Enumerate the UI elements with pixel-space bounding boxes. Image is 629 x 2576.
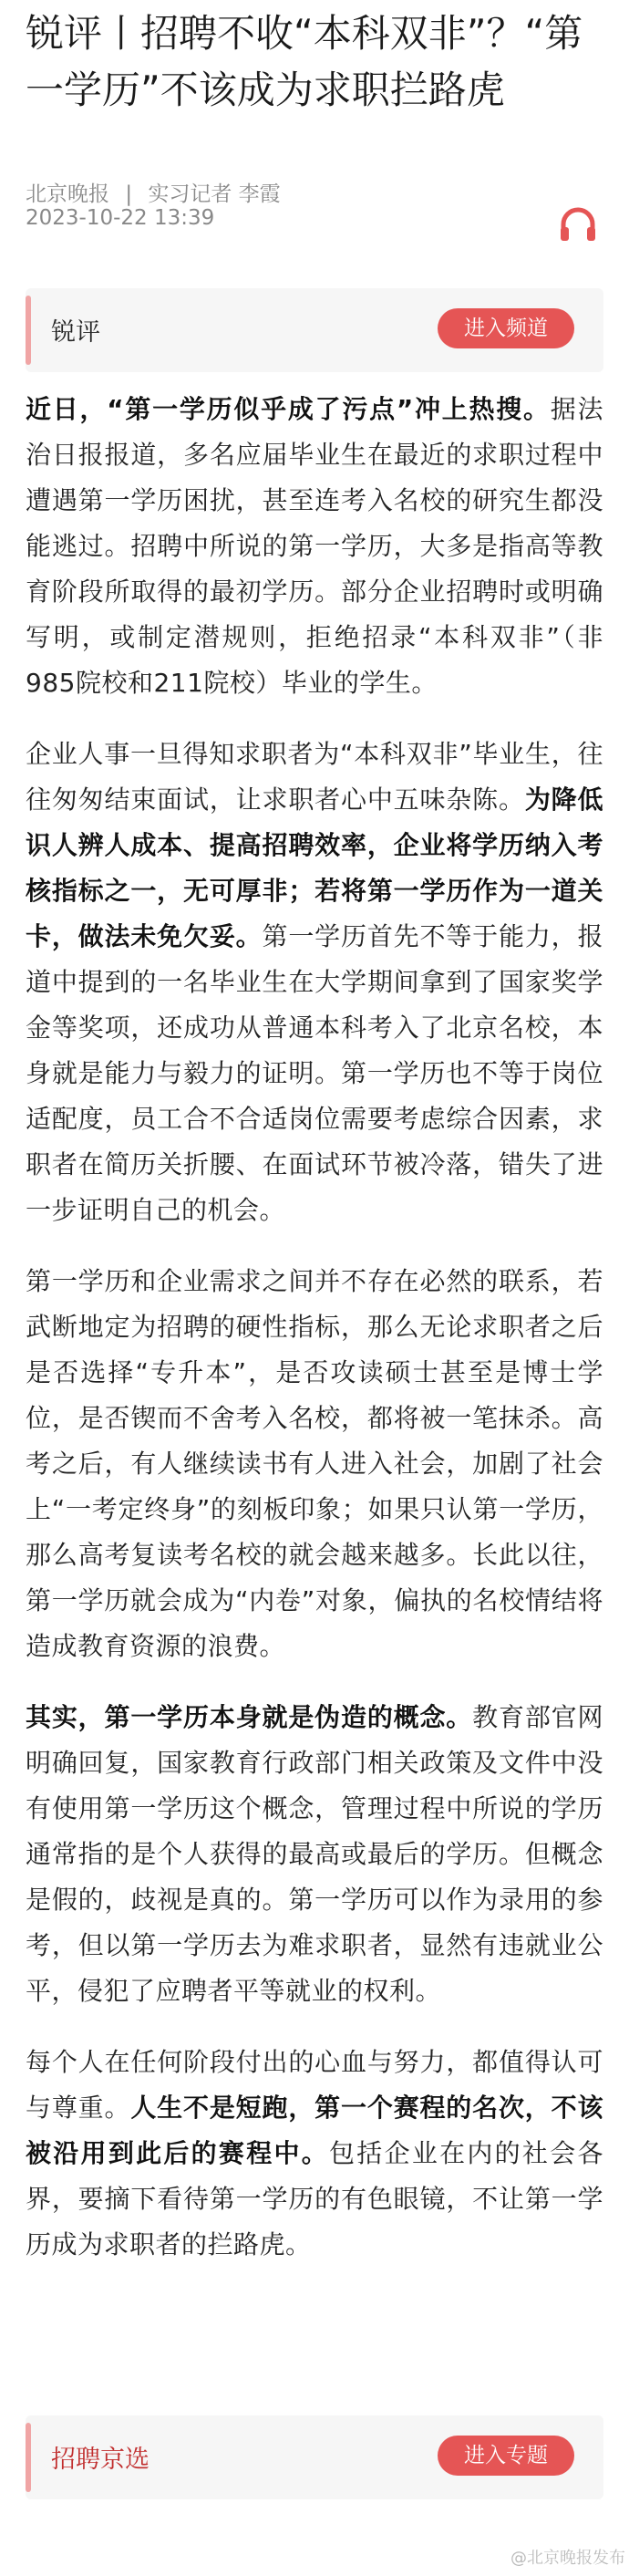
article-paragraph (26, 732, 603, 1233)
body-text: 包括企业在内的社会各界，要摘下看待第一学历的有色眼镜，不让第一学历成为求职者的拦路虎。 (26, 2138, 603, 2259)
enter-topic-button[interactable]: 进入专题 (438, 2436, 574, 2476)
promo-card[interactable] (26, 2415, 603, 2499)
emphasis-text: 其实，第一学历本身就是伪造的概念。 (26, 1702, 473, 1732)
watermark: @北京晚报发布 (510, 2549, 625, 2568)
article-paragraph (26, 2040, 603, 2268)
article-byline (26, 177, 281, 207)
headphones-icon[interactable] (558, 206, 598, 243)
promo-name: 招聘京选 (51, 2446, 150, 2474)
channel-name: 锐评 (51, 318, 100, 347)
card-accent-bar (26, 296, 31, 365)
body-text: 第一学历首先不等于能力，报道中提到的一名毕业生在大学期间拿到了国家奖学金等奖项，还成功从普通本科考入了北京名校，本身就是能力与毅力的证明。第一学历也不等于岗位适配度，员工合不合适岗位需要考虑综合因素，求职者在简历关折腰、在面试环节被冷落，错失了进一步证明自己的机会。 (26, 921, 603, 1225)
source-name[interactable]: 北京晚报 (26, 182, 109, 206)
body-text: 企业人事一旦得知求职者为“本科双非”毕业生，往往匆匆结束面试，让求职者心中五味杂陈。 (26, 739, 603, 815)
article-paragraph (26, 387, 603, 706)
author-name: 实习记者 李霞 (148, 182, 281, 206)
emphasis-text: 人生不是短跑，第一个赛程的名次，不该被沿用到此后的赛程中。 (26, 2093, 603, 2168)
enter-channel-button[interactable]: 进入频道 (438, 308, 574, 348)
body-text: 教育部官网明确回复，国家教育行政部门相关政策及文件中没有使用第一学历这个概念，管理过程中所说的学历通常指的是个人获得的最高或最后的学历。但概念是假的，歧视是真的。第一学历可以作为录用的参考，但以第一学历去为难求职者，显然有违就业公平，侵犯了应聘者平等就业的权利。 (26, 1702, 603, 2006)
article-title: 锐评丨招聘不收“本科双非”？“第一学历”不该成为求职拦路虎 (26, 11, 583, 112)
emphasis-text: 为降低识人辨人成本、提高招聘效率，企业将学历纳入考核指标之一，无可厚非；若将第一学历作为一道关卡，做法未免欠妥。 (26, 784, 603, 951)
body-text: 第一学历和企业需求之间并不存在必然的联系，若武断地定为招聘的硬性指标，那么无论求职者之后是否选择“专升本”，是否攻读硕士甚至是博士学位，是否锲而不舍考入名校，都将被一笔抹杀。高考之后，有人继续读书有人进入社会，加剧了社会上“一考定终身”的刻板印象；如果只认第一学历，那么高考复读考名校的就会越来越多。长此以往，第一学历就会成为“内卷”对象，偏执的名校情结将造成教育资源的浪费。 (26, 1266, 603, 1661)
channel-card[interactable] (26, 288, 603, 372)
article-body (26, 387, 603, 2293)
byline-separator: | (125, 182, 133, 206)
article-paragraph (26, 1695, 603, 2014)
article-paragraph (26, 1259, 603, 1669)
publish-datetime: 2023-10-22 13:39 (26, 206, 215, 230)
body-text: 据法治日报报道，多名应届毕业生在最近的求职过程中遭遇第一学历困扰，甚至连考入名校的研究生都没能逃过。招聘中所说的第一学历，大多是指高等教育阶段所取得的最初学历。部分企业招聘时或明确写明，或制定潜规则，拒绝招录“本科双非”（非985院校和211院校）毕业的学生。 (26, 394, 603, 698)
body-text: 每个人在任何阶段付出的心血与努力，都值得认可与尊重。 (26, 2047, 603, 2123)
card-accent-bar (26, 2423, 31, 2492)
emphasis-text: 近日，“第一学历似乎成了污点”冲上热搜。 (26, 394, 551, 424)
